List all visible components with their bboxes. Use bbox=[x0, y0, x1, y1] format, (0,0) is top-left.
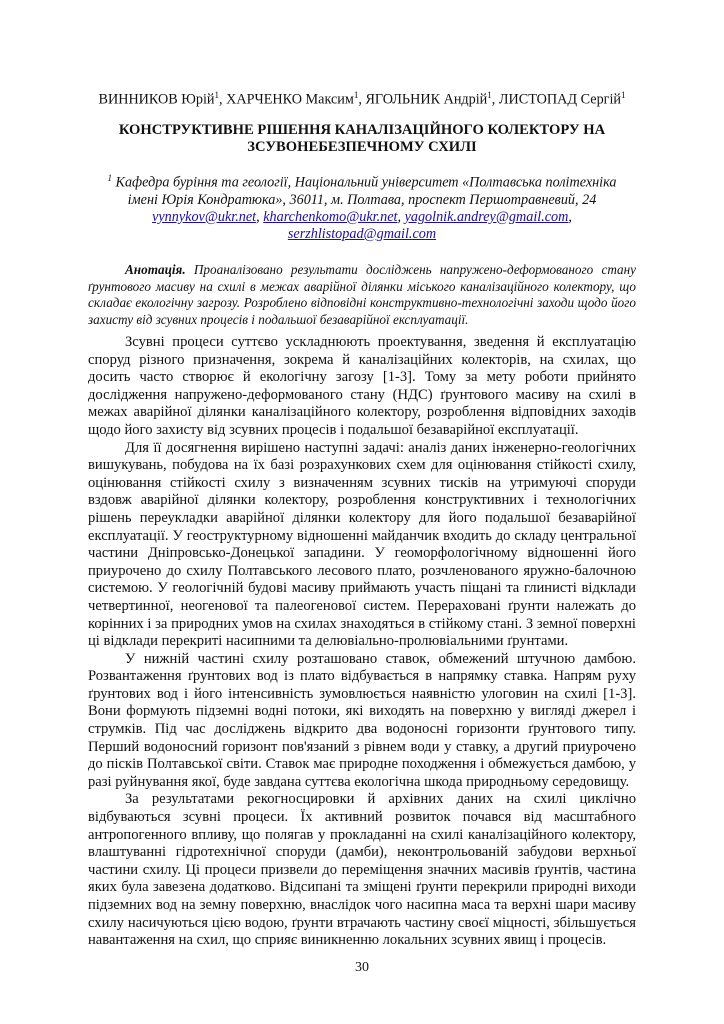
affiliation-marker: 1 bbox=[487, 90, 492, 100]
affiliation-marker: 1 bbox=[353, 90, 359, 100]
title-line: КОНСТРУКТИВНЕ РІШЕННЯ КАНАЛІЗАЦІЙНОГО КОЛЕКТОРУ НА bbox=[118, 122, 606, 138]
paragraph: Зсувні процеси суттєво ускладнюють проектування, зведення й експлуатацію споруд різного призначення, зокрема й каналізаційних колекторів, на схилах, що досить часто створює й екологічну загозу [1-3]. Тому за мету роботи прийнято дослідження напружено-деформованого стану (НДС) ґрунтового масиву на схилі в межах аварійної ділянки каналізаційного колектору, розроблення відповідних заходів щодо його захисту від зсувних процесів і подальшої безаварійної експлуатації. bbox=[88, 334, 636, 438]
paragraph: Для її досягнення вирішено наступні задачі: аналіз даних інженерно-геологічних вишукувань, побудова на їх базі розрахункових схем для оцінювання стійкості схилу, оцінювання стійкості схилу з визначенням зсувних тисків на утримуючі споруди вздовж аварійної ділянки колектору, розроблення конструктивних і технологічних рішень переукладки аварійної ділянки колектору для його подальшої безаварійної експлуатації. У геоструктурному відношенні майданчик входить до складу центральної частини Дніпровсько-Донецької западини. У геоморфологічному відношенні його приурочено до схилу Полтавського лесового плато, розчленованого яружно-балочною системою. У геологічній будові масиву приймають участь піщані та глинисті відклади четвертинної, неогенової та палеогенової систем. Перераховані ґрунти належать до корінних і за природних умов на схилах знаходяться в стійкому стані. З земної поверхні ці відклади перекриті насипними та делювіально-пролювіальними ґрунтами. bbox=[88, 439, 636, 650]
body-text bbox=[88, 334, 636, 950]
email-link[interactable]: vynnykov@ukr.net bbox=[152, 208, 257, 225]
affiliation-marker: 1 bbox=[621, 90, 626, 100]
email-link[interactable]: serzhlistopad@gmail.com bbox=[287, 225, 437, 242]
email-link[interactable]: yagolnik.andrey@gmail.com bbox=[404, 208, 569, 225]
abstract-text: Проаналізовано результати досліджень напружено-деформованого стану ґрунтового масиву на схилі в межах аварійної ділянки міського каналізаційного колектору, що складає екологічну загрозу. Розроблено відповідні конструктивно-технологічні заходи щодо його захисту від зсувних процесів і подальшої безаварійної експлуатації. bbox=[88, 262, 636, 327]
affiliation-marker: 1 bbox=[214, 90, 220, 100]
affiliation-line: Кафедра буріння та геології, Національний університет «Полтавська політехніка bbox=[112, 174, 617, 191]
author-list: ВИННИКОВ Юрій$^1$, ХАРЧЕНКО Максим$^1$, ЯГОЛЬНИК Андрій$^1$, ЛИСТОПАД Сергій$^1$ bbox=[98, 90, 626, 108]
email-link[interactable]: kharchenkomo@ukr.net bbox=[263, 208, 398, 225]
author-name: ЛИСТОПАД Сергій bbox=[498, 91, 622, 108]
author-name: ХАРЧЕНКО Максим bbox=[226, 91, 354, 108]
abstract-label: Анотація. bbox=[125, 262, 186, 277]
paper-title bbox=[88, 122, 636, 156]
abstract bbox=[88, 262, 636, 328]
affiliation: $^1$ Кафедра буріння та геології, Національний університет «Полтавська політехніка імені Юрія Кондратюка», 36011, м. Полтава, проспект Першотравневий, 24 vynnykov@ukr.net, kharchenkomo@ukr.net, yagolnik.andrey@gmail.com, serzhlistopad@gmail.com bbox=[88, 170, 636, 243]
paragraph: У нижній частині схилу розташовано ставок, обмежений штучною дамбою. Розвантаження ґрунтових вод із плато відбувається в напрямку ставка. Напрям руху ґрунтових вод і його інтенсивність зумовлюється наявністю улоговин на схилі [1-3]. Вони формують підземні водні потоки, які виходять на поверхню у вигляді джерел і струмків. Під час досліджень відкрито два водоносні горизонти ґрунтового типу. Перший водоносний горизонт пов'язаний з рівнем води у ставку, а другий приурочено до пісків Полтавської світи. Ставок має природне походження і обмежується дамбою, у разі руйнування якої, буде завдана суттєва екологічна шкода природньому середовищу. bbox=[88, 650, 636, 790]
affiliation-line: імені Юрія Кондратюка», 36011, м. Полтава, проспект Першотравневий, 24 bbox=[127, 191, 597, 208]
author-name: ВИННИКОВ Юрій bbox=[98, 91, 215, 108]
page-number: 30 bbox=[355, 960, 369, 975]
title-line: ЗСУВОНЕБЕЗПЕЧНОМУ СХИЛІ bbox=[247, 139, 477, 155]
paragraph: За результатами рекогносцировки й архівних даних на схилі циклічно відбуваються зсувні процеси. Їх активний розвиток почався від масштабного антропогенного впливу, що полягав у прокладанні на схилі каналізаційного колектору, влаштуванні гідротехнічної споруди (дамби), неконтрольованій забудови верхньої частини схилу. Ці процеси призвели до переміщення значних масивів ґрунтів, частина яких була завезена додатково. Відсипані та зміщені ґрунти перекрили природні виходи підземних вод на земну поверхню, внаслідок чого насипна маса та верхні шари масиву схилу насичуються цією водою, ґрунти втрачають частину своєї міцності, збільшується навантаження на схил, що сприяє виникненню локальних зсувних явищ і процесів. bbox=[88, 791, 636, 949]
affiliation-marker: 1 bbox=[107, 173, 112, 183]
author-name: ЯГОЛЬНИК Андрій bbox=[365, 91, 488, 108]
